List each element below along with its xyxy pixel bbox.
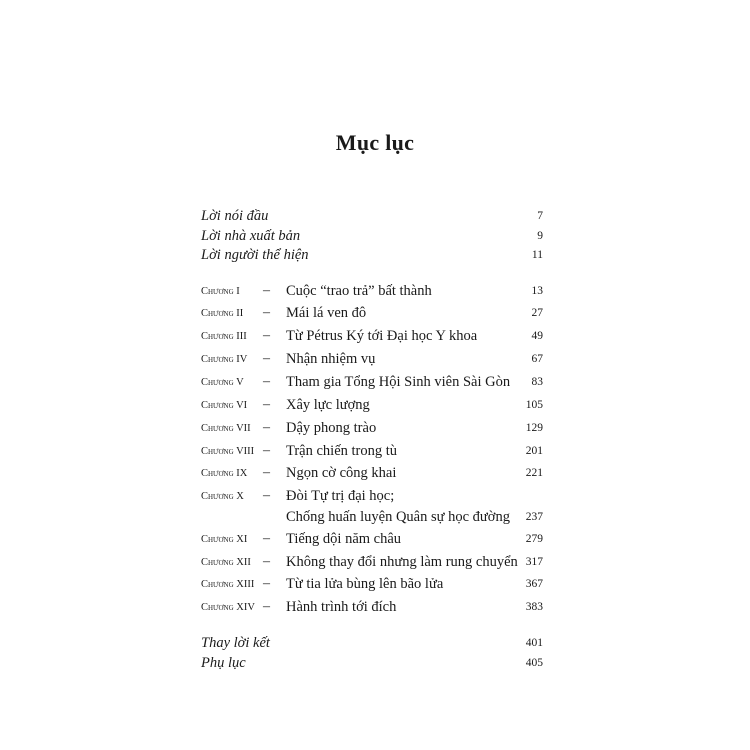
chapter-number: Chương XI xyxy=(201,534,248,545)
toc-entry-chapter xyxy=(201,303,543,323)
toc-entry-chapter xyxy=(201,281,543,301)
chapter-title: Ngọn cờ công khai xyxy=(286,465,397,481)
chapter-title: Xây lực lượng xyxy=(286,397,370,413)
separator-dash: – xyxy=(263,305,270,320)
chapter-number: Chương I xyxy=(201,286,240,297)
toc-entry-chapter xyxy=(201,372,543,392)
toc-entry-chapter xyxy=(201,349,543,369)
entry-page: 383 xyxy=(525,601,543,613)
separator-dash: – xyxy=(263,374,270,389)
separator-dash: – xyxy=(263,531,270,546)
entry-page: 49 xyxy=(531,330,543,342)
separator-dash: – xyxy=(263,576,270,591)
entry-label: Thay lời kết xyxy=(201,635,270,651)
toc-entry-chapter xyxy=(201,529,543,549)
separator-dash: – xyxy=(263,397,270,412)
toc-entry-outro xyxy=(201,653,543,673)
entry-label: Lời người thể hiện xyxy=(201,247,309,263)
chapter-title-line2: Chống huấn luyện Quân sự học đường xyxy=(286,509,510,525)
toc-entry-chapter xyxy=(201,463,543,483)
entry-page: 129 xyxy=(525,422,543,434)
chapter-number: Chương II xyxy=(201,308,244,319)
chapter-title: Trận chiến trong tù xyxy=(286,443,398,459)
separator-dash: – xyxy=(263,283,270,298)
chapter-title: Đòi Tự trị đại học; xyxy=(286,488,395,504)
chapter-number: Chương XII xyxy=(201,557,251,568)
toc-entry-chapter xyxy=(201,574,543,594)
entry-page: 279 xyxy=(525,533,543,545)
chapter-number: Chương IX xyxy=(201,468,248,479)
entry-page: 9 xyxy=(537,230,543,242)
entry-page: 13 xyxy=(531,285,543,297)
separator-dash: – xyxy=(263,465,270,480)
chapter-title: Tiếng dội năm châu xyxy=(286,531,402,547)
entry-page: 67 xyxy=(531,353,543,365)
toc-entry-chapter xyxy=(201,395,543,415)
page-title: Mục lục xyxy=(335,130,415,155)
entry-label: Lời nói đầu xyxy=(201,208,269,224)
toc-entry-intro xyxy=(201,245,543,265)
chapter-number: Chương XIV xyxy=(201,602,255,613)
entry-page: 367 xyxy=(525,578,543,590)
entry-page: 401 xyxy=(525,637,543,649)
toc-entry-chapter xyxy=(201,326,543,346)
entry-label: Phụ lục xyxy=(201,655,246,671)
toc-entry-chapter xyxy=(201,597,543,617)
chapter-title: Từ tia lửa bùng lên bão lửa xyxy=(286,576,444,592)
entry-page: 405 xyxy=(525,657,543,669)
chapter-number: Chương VIII xyxy=(201,446,255,457)
separator-dash: – xyxy=(263,420,270,435)
chapter-title: Tham gia Tổng Hội Sinh viên Sài Gòn xyxy=(286,374,511,390)
entry-page: 221 xyxy=(525,467,543,479)
entry-page: 237 xyxy=(525,511,543,523)
toc-entry-outro xyxy=(201,633,543,653)
chapter-number: Chương VII xyxy=(201,423,251,434)
chapter-title: Nhận nhiệm vụ xyxy=(286,351,376,367)
entry-page: 105 xyxy=(525,399,543,411)
entry-page: 11 xyxy=(531,249,543,261)
toc-entry-chapter xyxy=(201,486,543,528)
separator-dash: – xyxy=(263,599,270,614)
chapter-number: Chương VI xyxy=(201,400,248,411)
entry-page: 7 xyxy=(537,210,543,222)
chapter-title: Dậy phong trào xyxy=(286,420,377,436)
chapter-number: Chương III xyxy=(201,331,247,342)
entry-page: 317 xyxy=(525,556,543,568)
toc-entry-intro xyxy=(201,206,543,226)
separator-dash: – xyxy=(263,554,270,569)
chapter-title: Mái lá ven đô xyxy=(286,305,367,321)
chapter-number: Chương IV xyxy=(201,354,248,365)
chapter-number: Chương XIII xyxy=(201,579,255,590)
chapter-title: Hành trình tới đích xyxy=(286,599,397,615)
chapter-title: Không thay đổi nhưng làm rung chuyển xyxy=(286,554,518,570)
toc-entry-chapter xyxy=(201,418,543,438)
chapter-title: Từ Pétrus Ký tới Đại học Y khoa xyxy=(286,328,478,344)
chapter-number: Chương X xyxy=(201,491,244,502)
entry-page: 201 xyxy=(525,445,543,457)
separator-dash: – xyxy=(263,351,270,366)
chapter-title: Cuộc “trao trả” bất thành xyxy=(286,283,432,299)
toc-entry-chapter xyxy=(201,552,543,572)
entry-page: 27 xyxy=(531,307,543,319)
entry-label: Lời nhà xuất bản xyxy=(201,228,301,244)
toc-entry-chapter xyxy=(201,441,543,461)
separator-dash: – xyxy=(263,443,270,458)
separator-dash: – xyxy=(263,488,270,503)
separator-dash: – xyxy=(263,328,270,343)
toc-entry-intro xyxy=(201,226,543,246)
entry-page: 83 xyxy=(531,376,543,388)
chapter-number: Chương V xyxy=(201,377,244,388)
